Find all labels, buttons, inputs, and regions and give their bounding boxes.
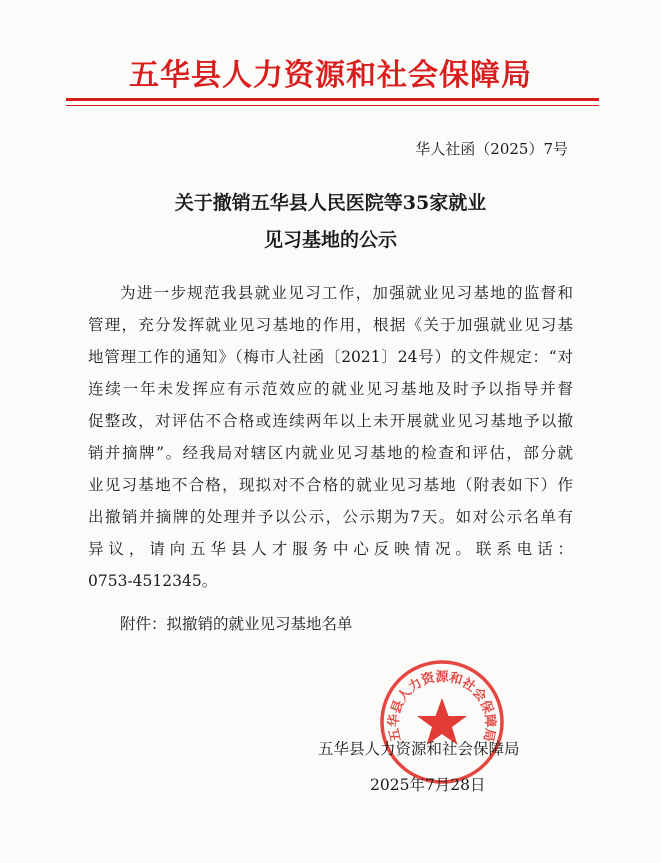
signature-org: 五华县人力资源和社会保障局: [318, 740, 520, 758]
org-header-title: 五华县人力资源和社会保障局: [129, 58, 532, 93]
body-line: 出撤销并摘牌的处理并予以公示，公示期为7天。如对公示名单有: [88, 508, 573, 526]
body-line: 业见习基地不合格，现拟对不合格的就业见习基地（附表如下）作: [88, 476, 573, 494]
body-line: 管理，充分发挥就业见习基地的作用，根据《关于加强就业见习基: [88, 316, 573, 334]
body-line: 为进一步规范我县就业见习工作，加强就业见习基地的监督和: [120, 284, 573, 302]
body-line: 连续一年未发挥应有示范效应的就业见习基地及时予以指导并督: [88, 380, 573, 398]
body-line: 异议，请向五华县人才服务中心反映情况。联系电话：: [88, 540, 573, 558]
signature-date: 2025年7月28日: [370, 776, 486, 794]
body-line: 地管理工作的通知》（梅市人社函〔2021〕24号）的文件规定：“对: [88, 348, 573, 366]
body-line: 0753-4512345。: [88, 572, 218, 590]
header-rule-thick: [66, 98, 599, 101]
document-number: 华人社函（2025）7号: [415, 140, 568, 158]
body-line: 销并摘牌”。经我局对辖区内就业见习基地的检查和评估，部分就: [88, 444, 573, 462]
body-line: 促整改，对评估不合格或连续两年以上未开展就业见习基地予以撤: [88, 412, 573, 430]
header-rule-thin: [66, 105, 599, 106]
seal-text: 五华县人力资源和社会保障局: [386, 669, 498, 743]
attachment-note: 附件：拟撤销的就业见习基地名单: [120, 615, 353, 633]
official-seal: [378, 658, 506, 786]
document-title-line-2: 见习基地的公示: [263, 229, 397, 251]
document-title-line-1: 关于撤销五华县人民医院等35家就业: [174, 192, 487, 214]
